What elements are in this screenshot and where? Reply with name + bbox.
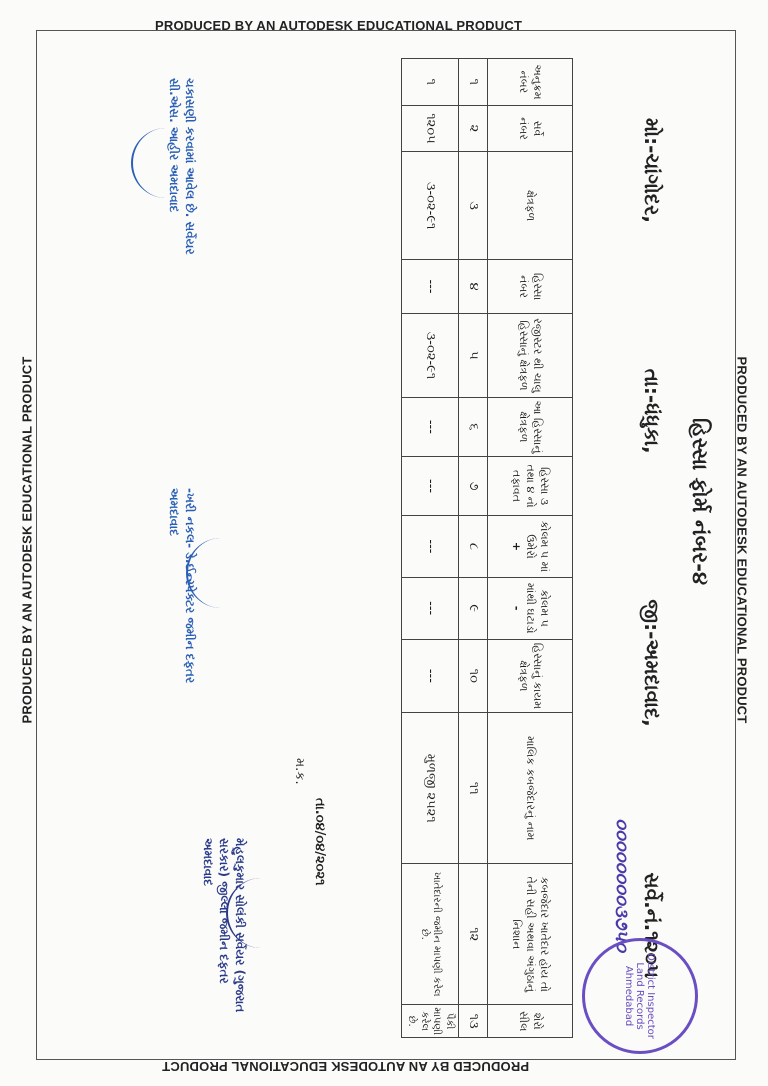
document-reference: ૦૦૦૦૦૦૦૦૩૭૫૦ <box>611 818 632 952</box>
row-no: ૧ <box>402 59 459 106</box>
col-header: માલિક કબજેદારનું નામ <box>488 713 573 864</box>
col-index: ૧૧ <box>459 713 488 864</box>
row-survey: ૧૨૦૫ <box>402 105 459 152</box>
index-row <box>459 59 488 1038</box>
row-reg-area: ૩-૦૨-૯૧ <box>402 314 459 398</box>
col-index: ૧૨ <box>459 864 488 1005</box>
row-c12: ખાતેદારની જમીન માપણી કરેલ છે. <box>402 864 459 1005</box>
true-copy-note: -ખરી નકલ- ડે.ઈન્સ્પેક્ટર જમીન દફતર અમદાવાદ <box>166 488 197 684</box>
col-header <box>488 577 573 639</box>
col-header: આ હિસ્સાનું ક્ષેત્રફળ <box>488 397 573 456</box>
document-sheet <box>38 38 728 1058</box>
col-header: રજીસ્ટર થી ચાલુ હિસ્સાનું ક્ષેત્રફળ <box>488 314 573 398</box>
date-note: તા.૦૪/૦૪/૨૦૨૧ <box>312 798 327 886</box>
watermark-bottom: PRODUCED BY AN AUTODESK EDUCATIONAL PRODUCT <box>162 1059 530 1074</box>
col-index: ૪ <box>459 259 488 313</box>
row-c13: પૈકી માપણી કરેલ છે. <box>402 1005 459 1038</box>
taluka: તા:-ધંધુકા, <box>640 368 664 454</box>
row-owner: મુળજી ૨૫૨૧ <box>402 713 459 864</box>
watermark-left: PRODUCED BY AN AUTODESK EDUCATIONAL PRODUCT <box>19 356 35 724</box>
seal-text: District Inspector Land Records Ahmedabad <box>623 953 657 1039</box>
hissa-table <box>401 58 573 1038</box>
watermark-right: PRODUCED BY AN AUTODESK EDUCATIONAL PRODUCT <box>734 356 750 724</box>
col-index: ૬ <box>459 397 488 456</box>
header-row <box>488 59 573 1038</box>
survey-number: સર્વે.નં.૧૨૦૫ <box>640 872 664 978</box>
location-line <box>640 58 664 1038</box>
col-header <box>488 1005 573 1038</box>
row-c6: --- <box>402 397 459 456</box>
col-index: ૭ <box>459 457 488 516</box>
official-seal <box>582 938 698 1054</box>
notes-area <box>48 58 348 1038</box>
row-c7: --- <box>402 457 459 516</box>
minus-sign: - <box>510 605 524 611</box>
table-row <box>402 59 459 1038</box>
col-header: સર્વે નંબર <box>488 105 573 152</box>
col-index: ૧ <box>459 59 488 106</box>
col-index: ૧૩ <box>459 1005 488 1038</box>
col-index: ૩ <box>459 152 488 260</box>
district: જી:-અમદાવાદ, <box>640 599 664 727</box>
surveyor-note: મેહુલકુમાર સોલંકી સર્વેયર (ગુજરાત સરકાર) જીલ્લા જમીન દફતર અમદાવાદ <box>200 838 247 1013</box>
row-c8: --- <box>402 516 459 578</box>
row-c9: --- <box>402 577 459 639</box>
col-header-text: શેરો <box>530 1012 544 1030</box>
col-index: ૮ <box>459 516 488 578</box>
village: મો:-ચાંગોદર, <box>640 118 664 224</box>
col-header: કબજેદાર ખાતેદાર હોય તો તેની સહી અથવા અંગુઠાનું નિશાન <box>488 864 573 1005</box>
row-hissa: --- <box>402 259 459 313</box>
col-header: હિસ્સા નંબર <box>488 259 573 313</box>
col-index: ૧૦ <box>459 639 488 713</box>
col-index: ૯ <box>459 577 488 639</box>
watermark-top: PRODUCED BY AN AUTODESK EDUCATIONAL PRODUCT <box>155 18 523 33</box>
plus-sign: + <box>510 541 524 552</box>
col-index: ૫ <box>459 314 488 398</box>
col-header <box>488 516 573 578</box>
signature-left <box>131 128 173 198</box>
row-area: ૩-૦૨-૯૧ <box>402 152 459 260</box>
row-c10: --- <box>402 639 459 713</box>
seal-label: સીલ <box>517 1011 530 1032</box>
col-header: ક્ષેત્રફળ <box>488 152 573 260</box>
verification-note: ચકાસણી કરવામાં આવેલ છે. સર્વેયર સી.એસ. આહીર અમદાવાદ <box>166 78 197 255</box>
col-header: અનુક્રમ નંબર <box>488 59 573 106</box>
col-index: ૨ <box>459 105 488 152</box>
col-header-text: કોલમ ૫ માં ઉમેરો <box>523 520 551 573</box>
col-header-text: કોલમ ૫ માંથી ઘટાડો <box>523 582 551 634</box>
form-title: હિસ્સા ફોર્મ નંબર-૪ <box>688 418 712 586</box>
col-header: હિસ્સા ૩ તથા ૪ નો તફાવત <box>488 457 573 516</box>
col-header: હિસ્સાનું કાયમ ક્ષેત્રફળ <box>488 639 573 713</box>
mk-note: મ.ક. <box>292 758 307 785</box>
